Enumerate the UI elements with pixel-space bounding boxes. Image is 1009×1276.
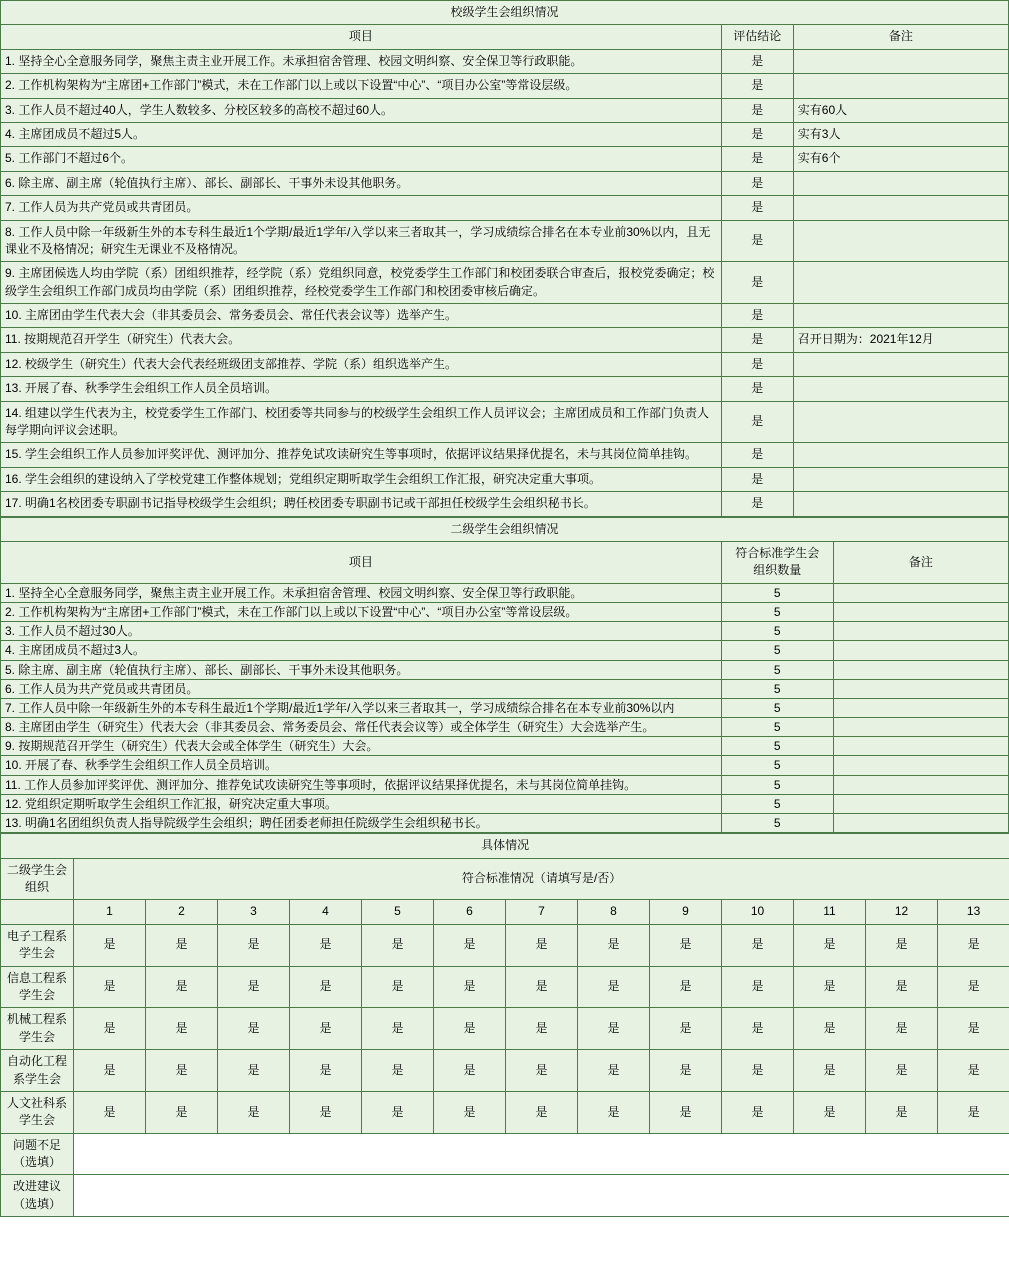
detail-cell-2-2: 是 xyxy=(146,966,218,1008)
detail-cell-3-7: 是 xyxy=(506,1008,578,1050)
detail-cell-3-5: 是 xyxy=(362,1008,434,1050)
detail-cell-4-7: 是 xyxy=(506,1050,578,1092)
table-row xyxy=(1,794,1009,813)
table-row xyxy=(1,924,1009,966)
secondary-remark-6 xyxy=(833,679,1008,698)
detail-cell-1-10: 是 xyxy=(722,924,794,966)
secondary-count-9: 5 xyxy=(721,737,833,756)
detail-cell-2-3: 是 xyxy=(218,966,290,1008)
school-remark-7 xyxy=(793,196,1008,220)
problem-value[interactable] xyxy=(74,1133,1009,1175)
secondary-level-table xyxy=(0,517,1009,834)
suggestion-label-line2: （选填） xyxy=(12,1196,61,1211)
detail-cell-5-3: 是 xyxy=(218,1091,290,1133)
suggestion-label xyxy=(1,1175,74,1217)
school-header-conclusion: 评估结论 xyxy=(721,25,793,49)
secondary-header-count xyxy=(721,541,833,583)
school-conclusion-7: 是 xyxy=(721,196,793,220)
detail-org-name-1-line1: 电子工程系 xyxy=(6,928,67,943)
detail-cell-2-11: 是 xyxy=(794,966,866,1008)
secondary-remark-4 xyxy=(833,641,1008,660)
detail-org-name-5-line1: 人文社科系 xyxy=(6,1095,67,1110)
school-level-table xyxy=(0,0,1009,517)
detail-col-5: 5 xyxy=(362,900,434,924)
secondary-remark-13 xyxy=(833,814,1008,833)
detail-table xyxy=(0,833,1009,1217)
detail-org-name-2-line2: 学生会 xyxy=(18,987,55,1002)
detail-cell-3-6: 是 xyxy=(434,1008,506,1050)
secondary-header-count-line2: 组织数量 xyxy=(753,563,802,578)
detail-cell-1-13: 是 xyxy=(938,924,1009,966)
secondary-count-1: 5 xyxy=(721,583,833,602)
school-remark-17 xyxy=(793,492,1008,516)
table-row xyxy=(1,814,1009,833)
detail-org-name-3-line1: 机械工程系 xyxy=(6,1012,67,1027)
table-row xyxy=(1,147,1009,171)
secondary-count-6: 5 xyxy=(721,679,833,698)
detail-cell-5-7: 是 xyxy=(506,1091,578,1133)
table-row xyxy=(1,602,1009,621)
school-section-title-row xyxy=(1,1,1009,25)
detail-cell-2-13: 是 xyxy=(938,966,1009,1008)
school-remark-12 xyxy=(793,352,1008,376)
school-conclusion-15: 是 xyxy=(721,443,793,467)
detail-cell-1-1: 是 xyxy=(74,924,146,966)
detail-col-4: 4 xyxy=(290,900,362,924)
detail-cell-2-8: 是 xyxy=(578,966,650,1008)
detail-cell-5-9: 是 xyxy=(650,1091,722,1133)
detail-cell-5-11: 是 xyxy=(794,1091,866,1133)
school-remark-5: 实有6个 xyxy=(793,147,1008,171)
detail-cell-5-4: 是 xyxy=(290,1091,362,1133)
school-item-5: 5. 工作部门不超过6个。 xyxy=(1,147,722,171)
detail-cell-3-9: 是 xyxy=(650,1008,722,1050)
table-row xyxy=(1,622,1009,641)
secondary-item-9: 9. 按期规范召开学生（研究生）代表大会或全体学生（研究生）大会。 xyxy=(1,737,722,756)
school-item-10: 10. 主席团由学生代表大会（非其委员会、常务委员会、常任代表会议等）选举产生。 xyxy=(1,304,722,328)
school-conclusion-5: 是 xyxy=(721,147,793,171)
detail-cell-1-4: 是 xyxy=(290,924,362,966)
school-item-17: 17. 明确1名校团委专职副书记指导校级学生会组织；聘任校团委专职副书记或干部担任校级学生会组织秘书长。 xyxy=(1,492,722,516)
detail-cell-1-5: 是 xyxy=(362,924,434,966)
table-row xyxy=(1,122,1009,146)
school-conclusion-9: 是 xyxy=(721,262,793,304)
school-conclusion-6: 是 xyxy=(721,171,793,195)
table-row xyxy=(1,737,1009,756)
detail-row-header xyxy=(1,858,74,900)
secondary-item-8: 8. 主席团由学生（研究生）代表大会（非其委员会、常务委员会、常任代表会议等）或全体学生（研究生）大会选举产生。 xyxy=(1,718,722,737)
detail-cell-3-13: 是 xyxy=(938,1008,1009,1050)
school-item-14: 14. 组建以学生代表为主，校党委学生工作部门、校团委等共同参与的校级学生会组织工作人员评议会；主席团成员和工作部门负责人每学期向评议会述职。 xyxy=(1,401,722,443)
detail-cell-2-10: 是 xyxy=(722,966,794,1008)
secondary-item-2: 2. 工作机构架构为“主席团+工作部门”模式，未在工作部门以上或以下设置“中心”、“项目办公室”等常设层级。 xyxy=(1,602,722,621)
secondary-item-6: 6. 工作人员为共产党员或共青团员。 xyxy=(1,679,722,698)
table-row xyxy=(1,401,1009,443)
school-item-12: 12. 校级学生（研究生）代表大会代表经班级团支部推荐、学院（系）组织选举产生。 xyxy=(1,352,722,376)
secondary-count-7: 5 xyxy=(721,698,833,717)
school-item-11: 11. 按期规范召开学生（研究生）代表大会。 xyxy=(1,328,722,352)
detail-row-header-line2: 组织 xyxy=(24,879,49,894)
secondary-item-5: 5. 除主席、副主席（轮值执行主席）、部长、副部长、干事外未设其他职务。 xyxy=(1,660,722,679)
detail-cell-1-3: 是 xyxy=(218,924,290,966)
table-row xyxy=(1,377,1009,401)
detail-cell-2-9: 是 xyxy=(650,966,722,1008)
school-item-13: 13. 开展了春、秋季学生会组织工作人员全员培训。 xyxy=(1,377,722,401)
detail-cell-1-12: 是 xyxy=(866,924,938,966)
secondary-remark-12 xyxy=(833,794,1008,813)
detail-org-name-1-line2: 学生会 xyxy=(18,946,55,961)
table-row xyxy=(1,1050,1009,1092)
detail-col-1: 1 xyxy=(74,900,146,924)
detail-cell-2-4: 是 xyxy=(290,966,362,1008)
detail-cell-5-13: 是 xyxy=(938,1091,1009,1133)
secondary-item-1: 1. 坚持全心全意服务同学，聚焦主责主业开展工作。未承担宿舍管理、校园文明纠察、安全保卫等行政职能。 xyxy=(1,583,722,602)
secondary-count-8: 5 xyxy=(721,718,833,737)
detail-org-name-3-line2: 学生会 xyxy=(18,1029,55,1044)
detail-column-numbers-row xyxy=(1,900,1009,924)
suggestion-value[interactable] xyxy=(74,1175,1009,1217)
school-item-1: 1. 坚持全心全意服务同学，聚焦主责主业开展工作。未承担宿舍管理、校园文明纠察、安全保卫等行政职能。 xyxy=(1,49,722,73)
detail-cell-2-7: 是 xyxy=(506,966,578,1008)
detail-cell-5-10: 是 xyxy=(722,1091,794,1133)
school-item-8: 8. 工作人员中除一年级新生外的本专科生最近1个学期/最近1学年/入学以来三者取其一，学习成绩综合排名在本专业前30%以内，且无课业不及格情况；研究生无课业不及格情况。 xyxy=(1,220,722,262)
detail-cell-5-2: 是 xyxy=(146,1091,218,1133)
secondary-remark-9 xyxy=(833,737,1008,756)
detail-cell-5-1: 是 xyxy=(74,1091,146,1133)
table-row xyxy=(1,171,1009,195)
school-section-title: 校级学生会组织情况 xyxy=(1,1,1009,25)
problem-label-line2: （选填） xyxy=(12,1155,61,1170)
detail-col-12: 12 xyxy=(866,900,938,924)
table-row xyxy=(1,467,1009,491)
secondary-header-row xyxy=(1,541,1009,583)
detail-cell-4-9: 是 xyxy=(650,1050,722,1092)
school-conclusion-11: 是 xyxy=(721,328,793,352)
table-row xyxy=(1,492,1009,516)
secondary-item-11: 11. 工作人员参加评奖评优、测评加分、推荐免试攻读研究生等事项时，依据评议结果择优提名，未与其岗位简单挂钩。 xyxy=(1,775,722,794)
detail-cell-2-6: 是 xyxy=(434,966,506,1008)
detail-cell-3-1: 是 xyxy=(74,1008,146,1050)
detail-header-row xyxy=(1,858,1009,900)
secondary-header-item: 项目 xyxy=(1,541,722,583)
detail-cell-1-2: 是 xyxy=(146,924,218,966)
secondary-remark-1 xyxy=(833,583,1008,602)
school-item-4: 4. 主席团成员不超过5人。 xyxy=(1,122,722,146)
school-conclusion-16: 是 xyxy=(721,467,793,491)
detail-cell-4-4: 是 xyxy=(290,1050,362,1092)
detail-org-name-4-line2: 系学生会 xyxy=(12,1071,61,1086)
table-row xyxy=(1,660,1009,679)
table-row xyxy=(1,679,1009,698)
secondary-item-4: 4. 主席团成员不超过3人。 xyxy=(1,641,722,660)
detail-col-13: 13 xyxy=(938,900,1009,924)
secondary-header-count-line1: 符合标准学生会 xyxy=(735,545,820,560)
detail-cell-5-6: 是 xyxy=(434,1091,506,1133)
school-conclusion-3: 是 xyxy=(721,98,793,122)
school-remark-16 xyxy=(793,467,1008,491)
secondary-remark-2 xyxy=(833,602,1008,621)
secondary-section-title-row xyxy=(1,517,1009,541)
detail-col-8: 8 xyxy=(578,900,650,924)
school-remark-14 xyxy=(793,401,1008,443)
problem-label xyxy=(1,1133,74,1175)
secondary-remark-10 xyxy=(833,756,1008,775)
school-remark-1 xyxy=(793,49,1008,73)
table-row xyxy=(1,74,1009,98)
school-remark-15 xyxy=(793,443,1008,467)
secondary-count-12: 5 xyxy=(721,794,833,813)
school-conclusion-2: 是 xyxy=(721,74,793,98)
detail-cell-4-8: 是 xyxy=(578,1050,650,1092)
school-item-9: 9. 主席团候选人均由学院（系）团组织推荐，经学院（系）党组织同意，校党委学生工作部门和校团委联合审查后，报校党委确定；校级学生会组织工作部门成员均由学院（系）团组织推荐，经校党委学生工作部门和校团委审核后确定。 xyxy=(1,262,722,304)
detail-cell-4-12: 是 xyxy=(866,1050,938,1092)
detail-cell-4-13: 是 xyxy=(938,1050,1009,1092)
secondary-count-11: 5 xyxy=(721,775,833,794)
detail-cell-5-8: 是 xyxy=(578,1091,650,1133)
school-remark-8 xyxy=(793,220,1008,262)
detail-org-name-4 xyxy=(1,1050,74,1092)
detail-col-6: 6 xyxy=(434,900,506,924)
detail-col-11: 11 xyxy=(794,900,866,924)
school-item-7: 7. 工作人员为共产党员或共青团员。 xyxy=(1,196,722,220)
detail-org-name-5 xyxy=(1,1091,74,1133)
table-row xyxy=(1,196,1009,220)
school-header-item: 项目 xyxy=(1,25,722,49)
detail-cell-3-3: 是 xyxy=(218,1008,290,1050)
detail-cell-5-5: 是 xyxy=(362,1091,434,1133)
table-row xyxy=(1,49,1009,73)
table-row xyxy=(1,220,1009,262)
secondary-count-5: 5 xyxy=(721,660,833,679)
school-item-6: 6. 除主席、副主席（轮值执行主席）、部长、副部长、干事外未设其他职务。 xyxy=(1,171,722,195)
school-conclusion-17: 是 xyxy=(721,492,793,516)
school-conclusion-1: 是 xyxy=(721,49,793,73)
detail-col-9: 9 xyxy=(650,900,722,924)
table-row xyxy=(1,304,1009,328)
table-row xyxy=(1,443,1009,467)
school-item-3: 3. 工作人员不超过40人，学生人数较多、分校区较多的高校不超过60人。 xyxy=(1,98,722,122)
secondary-remark-8 xyxy=(833,718,1008,737)
secondary-count-3: 5 xyxy=(721,622,833,641)
school-conclusion-12: 是 xyxy=(721,352,793,376)
school-item-2: 2. 工作机构架构为“主席团+工作部门”模式，未在工作部门以上或以下设置“中心”、“项目办公室”等常设层级。 xyxy=(1,74,722,98)
school-remark-4: 实有3人 xyxy=(793,122,1008,146)
detail-cell-1-11: 是 xyxy=(794,924,866,966)
detail-cell-5-12: 是 xyxy=(866,1091,938,1133)
table-row xyxy=(1,718,1009,737)
secondary-count-13: 5 xyxy=(721,814,833,833)
detail-cell-1-8: 是 xyxy=(578,924,650,966)
school-item-16: 16. 学生会组织的建设纳入了学校党建工作整体规划；党组织定期听取学生会组织工作汇报，研究决定重大事项。 xyxy=(1,467,722,491)
detail-cell-4-11: 是 xyxy=(794,1050,866,1092)
detail-org-name-2-line1: 信息工程系 xyxy=(6,970,67,985)
detail-org-name-2 xyxy=(1,966,74,1008)
secondary-remark-5 xyxy=(833,660,1008,679)
suggestion-row xyxy=(1,1175,1009,1217)
detail-cell-4-1: 是 xyxy=(74,1050,146,1092)
detail-cell-1-9: 是 xyxy=(650,924,722,966)
detail-cell-1-7: 是 xyxy=(506,924,578,966)
detail-cell-2-12: 是 xyxy=(866,966,938,1008)
school-conclusion-14: 是 xyxy=(721,401,793,443)
detail-col-10: 10 xyxy=(722,900,794,924)
problem-row xyxy=(1,1133,1009,1175)
school-remark-9 xyxy=(793,262,1008,304)
school-remark-2 xyxy=(793,74,1008,98)
detail-cell-3-2: 是 xyxy=(146,1008,218,1050)
secondary-count-4: 5 xyxy=(721,641,833,660)
school-header-remark: 备注 xyxy=(793,25,1008,49)
secondary-section-title: 二级学生会组织情况 xyxy=(1,517,1009,541)
detail-cell-4-3: 是 xyxy=(218,1050,290,1092)
table-row xyxy=(1,966,1009,1008)
detail-cell-4-6: 是 xyxy=(434,1050,506,1092)
detail-criteria-header: 符合标准情况（请填写是/否） xyxy=(74,858,1009,900)
secondary-header-remark: 备注 xyxy=(833,541,1008,583)
suggestion-label-line1: 改进建议 xyxy=(12,1179,61,1194)
school-remark-3: 实有60人 xyxy=(793,98,1008,122)
table-row xyxy=(1,775,1009,794)
table-row xyxy=(1,1091,1009,1133)
school-conclusion-8: 是 xyxy=(721,220,793,262)
secondary-item-12: 12. 党组织定期听取学生会组织工作汇报，研究决定重大事项。 xyxy=(1,794,722,813)
detail-cell-2-1: 是 xyxy=(74,966,146,1008)
secondary-count-2: 5 xyxy=(721,602,833,621)
secondary-item-7: 7. 工作人员中除一年级新生外的本专科生最近1个学期/最近1学年/入学以来三者取其一，学习成绩综合排名在本专业前30%以内 xyxy=(1,698,722,717)
secondary-remark-3 xyxy=(833,622,1008,641)
school-item-15: 15. 学生会组织工作人员参加评奖评优、测评加分、推荐免试攻读研究生等事项时，依据评议结果择优提名，未与其岗位简单挂钩。 xyxy=(1,443,722,467)
table-row xyxy=(1,262,1009,304)
table-row xyxy=(1,641,1009,660)
detail-col-7: 7 xyxy=(506,900,578,924)
detail-cell-4-2: 是 xyxy=(146,1050,218,1092)
school-conclusion-10: 是 xyxy=(721,304,793,328)
table-row xyxy=(1,352,1009,376)
school-header-row xyxy=(1,25,1009,49)
secondary-remark-7 xyxy=(833,698,1008,717)
secondary-item-10: 10. 开展了春、秋季学生会组织工作人员全员培训。 xyxy=(1,756,722,775)
detail-cell-4-5: 是 xyxy=(362,1050,434,1092)
table-row xyxy=(1,756,1009,775)
detail-corner-cell xyxy=(1,900,74,924)
table-row xyxy=(1,583,1009,602)
detail-section-title-row xyxy=(1,834,1009,858)
detail-cell-3-4: 是 xyxy=(290,1008,362,1050)
school-remark-10 xyxy=(793,304,1008,328)
detail-cell-1-6: 是 xyxy=(434,924,506,966)
table-row xyxy=(1,328,1009,352)
secondary-item-13: 13. 明确1名团组织负责人指导院级学生会组织；聘任团委老师担任院级学生会组织秘书长。 xyxy=(1,814,722,833)
detail-org-name-4-line1: 自动化工程 xyxy=(6,1054,67,1069)
detail-col-3: 3 xyxy=(218,900,290,924)
school-conclusion-4: 是 xyxy=(721,122,793,146)
table-row xyxy=(1,1008,1009,1050)
detail-cell-3-10: 是 xyxy=(722,1008,794,1050)
problem-label-line1: 问题不足 xyxy=(12,1137,61,1152)
detail-cell-2-5: 是 xyxy=(362,966,434,1008)
detail-cell-3-8: 是 xyxy=(578,1008,650,1050)
detail-org-name-1 xyxy=(1,924,74,966)
secondary-count-10: 5 xyxy=(721,756,833,775)
detail-cell-3-12: 是 xyxy=(866,1008,938,1050)
secondary-item-3: 3. 工作人员不超过30人。 xyxy=(1,622,722,641)
school-remark-13 xyxy=(793,377,1008,401)
table-row xyxy=(1,698,1009,717)
detail-org-name-5-line2: 学生会 xyxy=(18,1113,55,1128)
school-remark-6 xyxy=(793,171,1008,195)
table-row xyxy=(1,98,1009,122)
detail-org-name-3 xyxy=(1,1008,74,1050)
school-conclusion-13: 是 xyxy=(721,377,793,401)
detail-col-2: 2 xyxy=(146,900,218,924)
school-remark-11: 召开日期为：2021年12月 xyxy=(793,328,1008,352)
detail-cell-3-11: 是 xyxy=(794,1008,866,1050)
detail-cell-4-10: 是 xyxy=(722,1050,794,1092)
secondary-remark-11 xyxy=(833,775,1008,794)
detail-row-header-line1: 二级学生会 xyxy=(6,862,67,877)
detail-section-title: 具体情况 xyxy=(1,834,1009,858)
